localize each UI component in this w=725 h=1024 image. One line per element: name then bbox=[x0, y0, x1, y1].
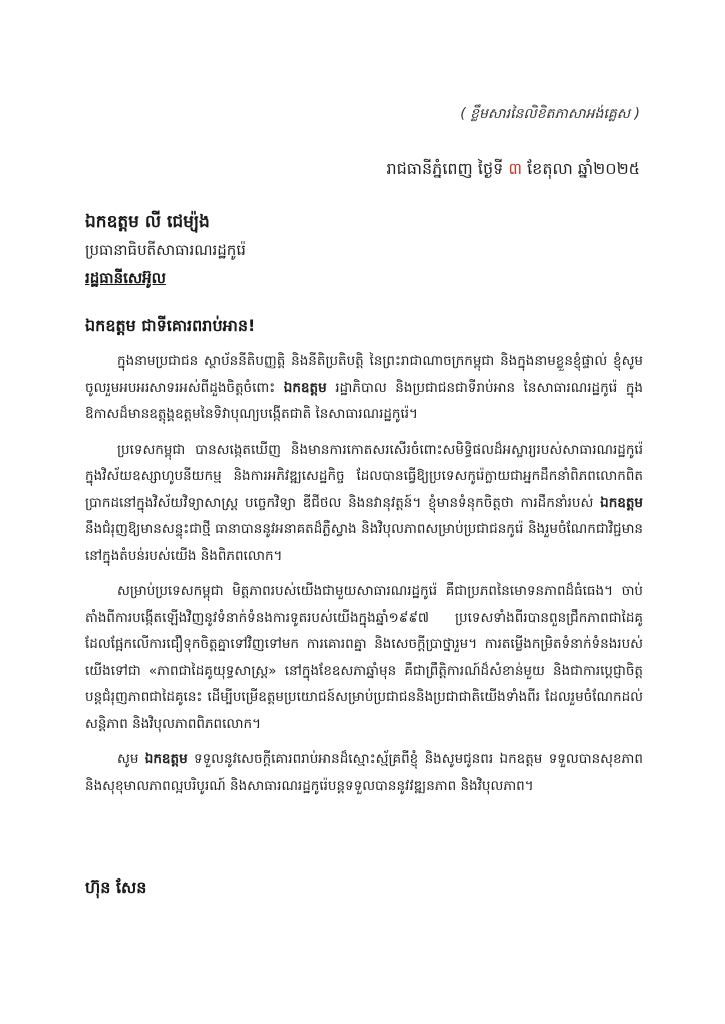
signature-name: ហ៊ុន សែន bbox=[85, 878, 147, 897]
date-line bbox=[386, 158, 640, 182]
paragraph-2-text-a: ប្រទេសកម្ពុជា បានសង្កេតឃើញ និងមានការកោតសរសើរចំពោះសមិទ្ធិផលដ៏អស្ចារ្យរបស់សាធារណរដ្ឋកូរ៉េក្នុងវិស័យឧស្សាហូបនីយកម្ម និងការអភិវឌ្ឍសេដ្ឋកិច្ច ដែលបានធ្វើឱ្យប្រទេសកូរ៉េក្លាយជាអ្នកដឹកនាំពិភពលោកពិតប្រាកដនៅក្នុងវិស័យវិទ្យាសាស្ត្រ បច្ចេកវិទ្យា ឌីជីថល និងនវានុវត្តន៍។ ខ្ញុំមានទំនុកចិត្តថា ការដឹកនាំរបស់ bbox=[85, 441, 643, 511]
letter-body bbox=[85, 348, 643, 808]
paragraph-1-text-a: ក្នុងនាមប្រជាជន ស្ថាប័ននីតិបញ្ញត្តិ និងនីតិប្រតិបត្តិ នៃព្រះរាជាណាចក្រកម្ពុជា និងក្នុងនាមខ្លួនខ្ញុំផ្ទាល់ ខ្ញុំសូមចូលរួមអបអរសាទរអស់ពីដួងចិត្តចំពោះ bbox=[85, 353, 643, 396]
paragraph-1-text-c: រដ្ឋាភិបាល និងប្រជាជនជាទីរាប់អាន នៃសាធារណរដ្ឋកូរ៉េ ក្នុងឱកាសដ៏មានឧត្តុង្គឧត្តមនៃទិវាបុណ្យបង្កើតជាតិ នៃសាធារណរដ្ឋកូរ៉េ។ bbox=[85, 379, 643, 422]
paragraph-2-emphasis: ឯកឧត្តម bbox=[600, 494, 643, 511]
recipient-name: ឯកឧត្តម លី ជេម្យ៉ុង bbox=[85, 212, 210, 232]
paragraph-4-emphasis: ឯកឧត្តម bbox=[144, 751, 188, 767]
paragraph-4 bbox=[85, 746, 643, 799]
recipient-location: រដ្ឋធានីសេអ៊ូល bbox=[85, 269, 166, 287]
paragraph-2 bbox=[85, 437, 643, 570]
paragraph-2-text-c: នឹងជំរុញឱ្យមានសន្ទុះជាថ្មី ធានាបាននូវអនាគតដ៏ភ្លឺស្វាង និងវិបុលភាពសម្រាប់ប្រជាជនកូរ៉េ និងរួមចំណែកជាវិជ្ជមាននៅក្នុងតំបន់របស់យើង និងពិភពលោក។ bbox=[85, 521, 643, 564]
paragraph-3 bbox=[85, 578, 643, 737]
date-suffix: ខែតុលា ឆ្នាំ២០២៥ bbox=[522, 159, 640, 178]
translation-note: ( ខ្លឹមសារនៃលិខិតភាសាអង់គ្លេស ) bbox=[460, 106, 640, 122]
recipient-title: ប្រធានាធិបតីសាធារណរដ្ឋកូរ៉េ bbox=[85, 241, 246, 259]
date-day: ៣ bbox=[508, 159, 523, 178]
salutation: ឯកឧត្តម ជាទីគោរពរាប់អាន! bbox=[85, 316, 256, 335]
paragraph-4-text-c: ទទួលនូវសេចក្ដីគោរពរាប់អានដ៏ស្មោះស្ម័គ្រពីខ្ញុំ និងសូមជូនពរ ឯកឧត្តម ទទួលបានសុខភាព និងសុខុមាលភាពល្អបរិបូរណ៍ និងសាធារណរដ្ឋកូរ៉េបន្តទទួលបាននូវវឌ្ឍនភាព និងវិបុលភាព។ bbox=[85, 751, 643, 794]
paragraph-4-text-a: សូម bbox=[117, 751, 145, 767]
paragraph-3-text-a: សម្រាប់ប្រទេសកម្ពុជា មិត្តភាពរបស់យើងជាមួយសាធារណរដ្ឋកូរ៉េ គឺជាប្រភពនៃមោទនភាពដ៏ធំធេង។ ចាប់តាំងពីការបង្កើតឡើងវិញនូវទំនាក់ទំនងការទូតរបស់យើងក្នុងឆ្នាំ១៩៩៧ ប្រទេសទាំងពីរបានពួនជ្រឹកភាពជាដៃគូ ដែលផ្អែកលើការជឿទុកចិត្តគ្នាទៅវិញទៅមក ការគោរពគ្នា និងសេចក្ដីប្រាថ្នារួម។ ការតម្លើងកម្រិតទំនាក់ទំនងរបស់យើងទៅជា «ភាពជាដៃគូយុទ្ធសាស្ត្រ» នៅក្នុងខែឧសភាឆ្នាំមុន គឺជាព្រឹត្តិការណ៍ដ៏សំខាន់មួយ និងជាការប្ដេជ្ញាចិត្តបន្តជំរុញភាពជាដៃគូនេះ ដើម្បីបម្រើឧត្តមប្រយោជន៍សម្រាប់ប្រជាជននិងប្រជាជាតិយើងទាំងពីរ ដែលរួមចំណែកដល់សន្តិភាព និងវិបុលភាពពិភពលោក។ bbox=[85, 583, 643, 732]
paragraph-1-emphasis: ឯកឧត្តម bbox=[283, 379, 327, 396]
recipient-block bbox=[85, 208, 645, 292]
paragraph-1 bbox=[85, 348, 643, 428]
date-prefix: រាជធានីភ្នំពេញ ថ្ងៃទី bbox=[386, 159, 509, 178]
